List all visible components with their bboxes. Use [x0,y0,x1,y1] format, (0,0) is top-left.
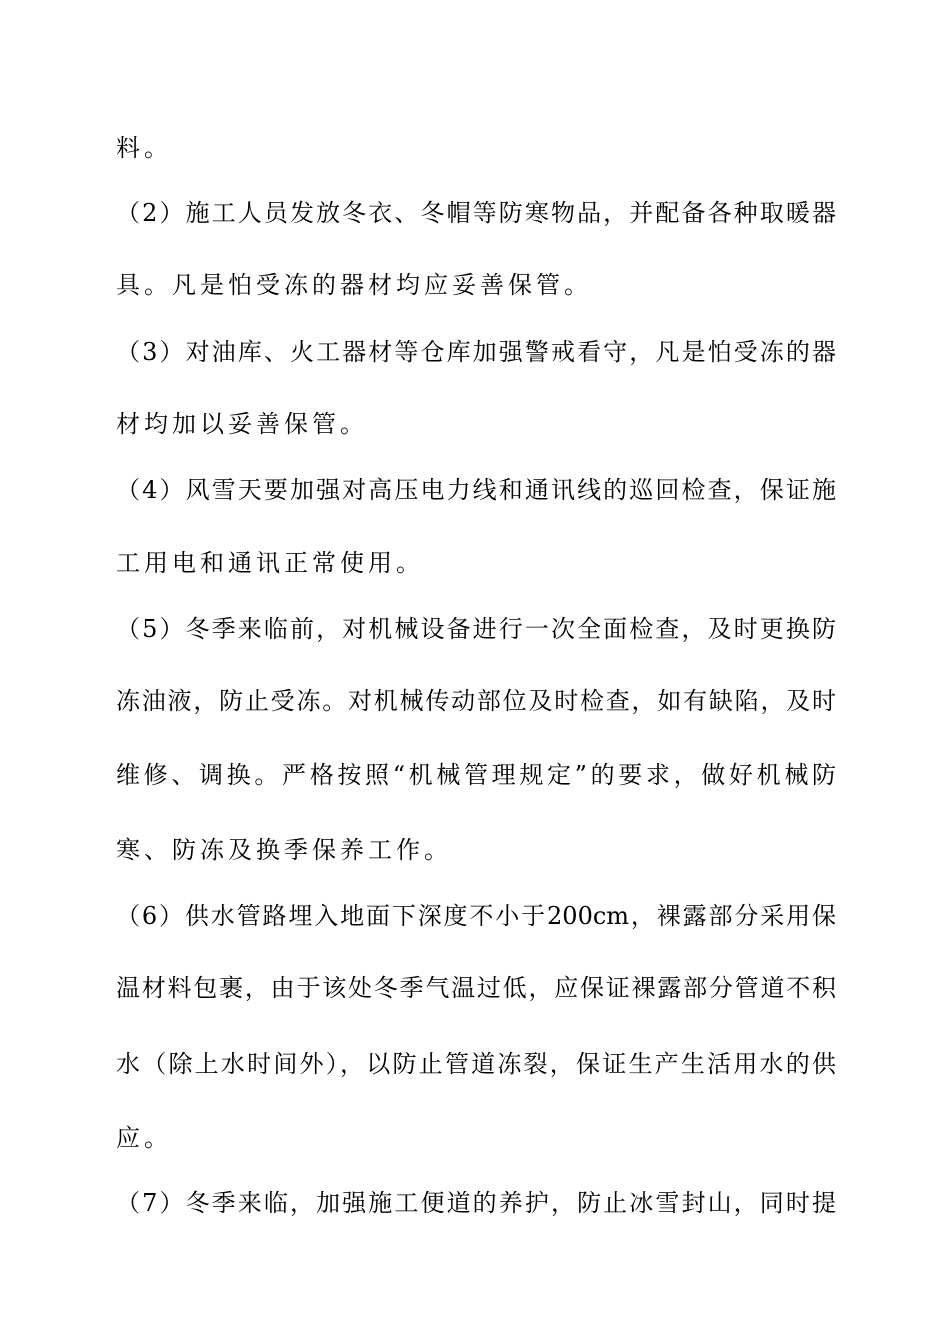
text-line: 料。 [116,134,172,162]
text-line: （4）风雪天要加强对高压电力线和通讯线的巡回检查，保证施 [116,476,836,504]
text-line: 寒、防冻及换季保养工作。 [116,836,452,864]
text-line: （7）冬季来临，加强施工便道的养护，防止冰雪封山，同时提 [116,1189,836,1217]
text-line: （5）冬季来临前，对机械设备进行一次全面检查，及时更换防 [116,615,836,643]
text-line: 冻油液，防止受冻。对机械传动部位及时检查，如有缺陷，及时 [116,687,836,715]
text-line: 水（除上水时间外），以防止管道冻裂，保证生产生活用水的供 [116,1050,836,1078]
text-line: （2）施工人员发放冬衣、冬帽等防寒物品，并配备各种取暖器 [116,199,836,227]
text-line: （6）供水管路埋入地面下深度不小于200cm，裸露部分采用保 [116,902,836,930]
text-line: 维修、调换。严格按照“机械管理规定”的要求，做好机械防 [116,761,836,789]
text-line: 工用电和通讯正常使用。 [116,549,424,577]
text-line: 材均加以妥善保管。 [116,410,368,438]
text-line: 具。凡是怕受冻的器材均应妥善保管。 [116,271,592,299]
text-line: 温材料包裹，由于该处冬季气温过低，应保证裸露部分管道不积 [116,974,836,1002]
text-line: （3）对油库、火工器材等仓库加强警戒看守，凡是怕受冻的器 [116,338,836,366]
text-line: 应。 [116,1124,172,1152]
